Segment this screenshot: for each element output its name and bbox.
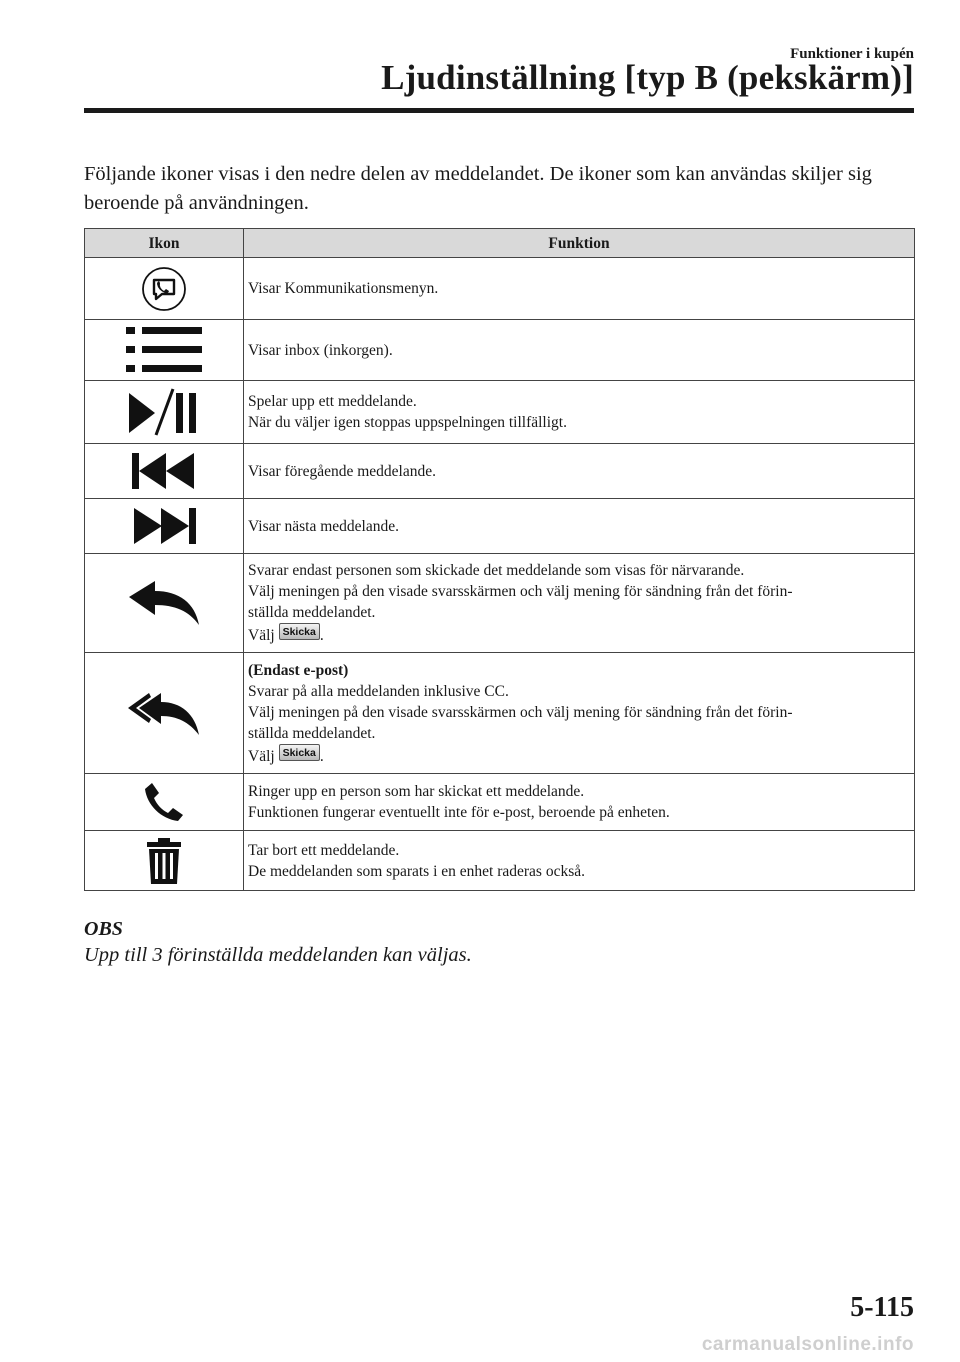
header-rule	[84, 108, 914, 113]
table-row	[85, 320, 915, 381]
icon-cell	[85, 653, 244, 774]
next-icon	[130, 506, 198, 546]
icon-cell	[85, 320, 244, 381]
table-row	[85, 381, 915, 444]
function-line: När du väljer igen stoppas uppspelningen tillfälligt.	[248, 414, 567, 431]
function-line: Svarar endast personen som skickade det meddelande som visas för närvarande.	[248, 562, 745, 579]
page-title: Ljudinställning [typ B (pekskärm)]	[381, 58, 914, 97]
function-cell	[244, 831, 915, 891]
phone-icon	[143, 781, 185, 823]
note-text: Upp till 3 förinställda meddelanden kan väljas.	[84, 944, 472, 966]
function-line: Spelar upp ett meddelande.	[248, 393, 417, 410]
table-row	[85, 774, 915, 831]
table-row	[85, 444, 915, 499]
function-line: Visar föregående meddelande.	[248, 462, 436, 480]
reply-all-icon	[127, 689, 201, 737]
function-cell	[244, 444, 915, 499]
function-cell	[244, 554, 915, 653]
reply-icon	[127, 579, 201, 627]
watermark-text: carmanualsonline.info	[701, 1334, 914, 1355]
column-header-icon: Ikon	[85, 229, 244, 258]
select-line	[248, 744, 906, 767]
function-cell	[244, 653, 915, 774]
icon-cell	[85, 499, 244, 554]
icon-cell	[85, 381, 244, 444]
inbox-list-icon	[125, 325, 203, 375]
function-line: Visar Kommunikationsmenyn.	[248, 280, 439, 297]
function-line-bold: (Endast e-post)	[248, 661, 349, 679]
function-line: Funktionen fungerar eventuellt inte för e-post, beroende på enheten.	[248, 804, 670, 821]
function-cell	[244, 499, 915, 554]
function-line: Svarar på alla meddelanden inklusive CC.	[248, 682, 509, 700]
previous-icon	[130, 451, 198, 491]
table-row	[85, 554, 915, 653]
icon-cell	[85, 554, 244, 653]
function-line: Välj meningen på den visade svarsskärmen och välj mening för sändning från det förin-	[248, 703, 793, 721]
trash-icon	[146, 837, 182, 885]
page-number: 5-115	[850, 1292, 914, 1323]
icon-cell	[85, 831, 244, 891]
play-pause-icon	[127, 387, 201, 437]
table-row	[85, 831, 915, 891]
function-line: ställda meddelandet.	[248, 724, 376, 742]
function-line: ställda meddelandet.	[248, 604, 376, 621]
icon-cell	[85, 444, 244, 499]
icon-table	[84, 228, 915, 891]
send-button[interactable]: Skicka	[279, 744, 320, 761]
column-header-function: Funktion	[244, 229, 915, 258]
select-prefix: Välj	[248, 747, 275, 765]
function-line: Visar nästa meddelande.	[248, 517, 399, 535]
function-cell	[244, 320, 915, 381]
function-cell	[244, 774, 915, 831]
select-suffix: .	[319, 627, 324, 644]
function-line: Ringer upp en person som har skickat ett meddelande.	[248, 783, 585, 800]
table-row	[85, 653, 915, 774]
icon-cell	[85, 258, 244, 320]
table-row	[85, 258, 915, 320]
table-row	[85, 499, 915, 554]
function-line: Visar inbox (inkorgen).	[248, 341, 393, 359]
function-cell	[244, 381, 915, 444]
select-line	[248, 623, 906, 646]
function-line: Välj meningen på den visade svarsskärmen och välj mening för sändning från det förin-	[248, 583, 793, 600]
select-suffix: .	[319, 747, 324, 765]
note-heading: OBS	[84, 918, 123, 940]
function-line: Tar bort ett meddelande.	[248, 841, 400, 859]
function-line: De meddelanden som sparats i en enhet raderas också.	[248, 862, 585, 880]
table-header-row	[85, 229, 915, 258]
section-name: Funktioner i kupén	[790, 46, 914, 62]
function-cell	[244, 258, 915, 320]
send-button[interactable]: Skicka	[279, 623, 320, 640]
intro-paragraph: Följande ikoner visas i den nedre delen av meddelandet. De ikoner som kan användas skiljer sig beroende på användningen.	[84, 163, 872, 214]
communication-menu-icon	[141, 266, 187, 312]
select-prefix: Välj	[248, 627, 275, 644]
icon-cell	[85, 774, 244, 831]
